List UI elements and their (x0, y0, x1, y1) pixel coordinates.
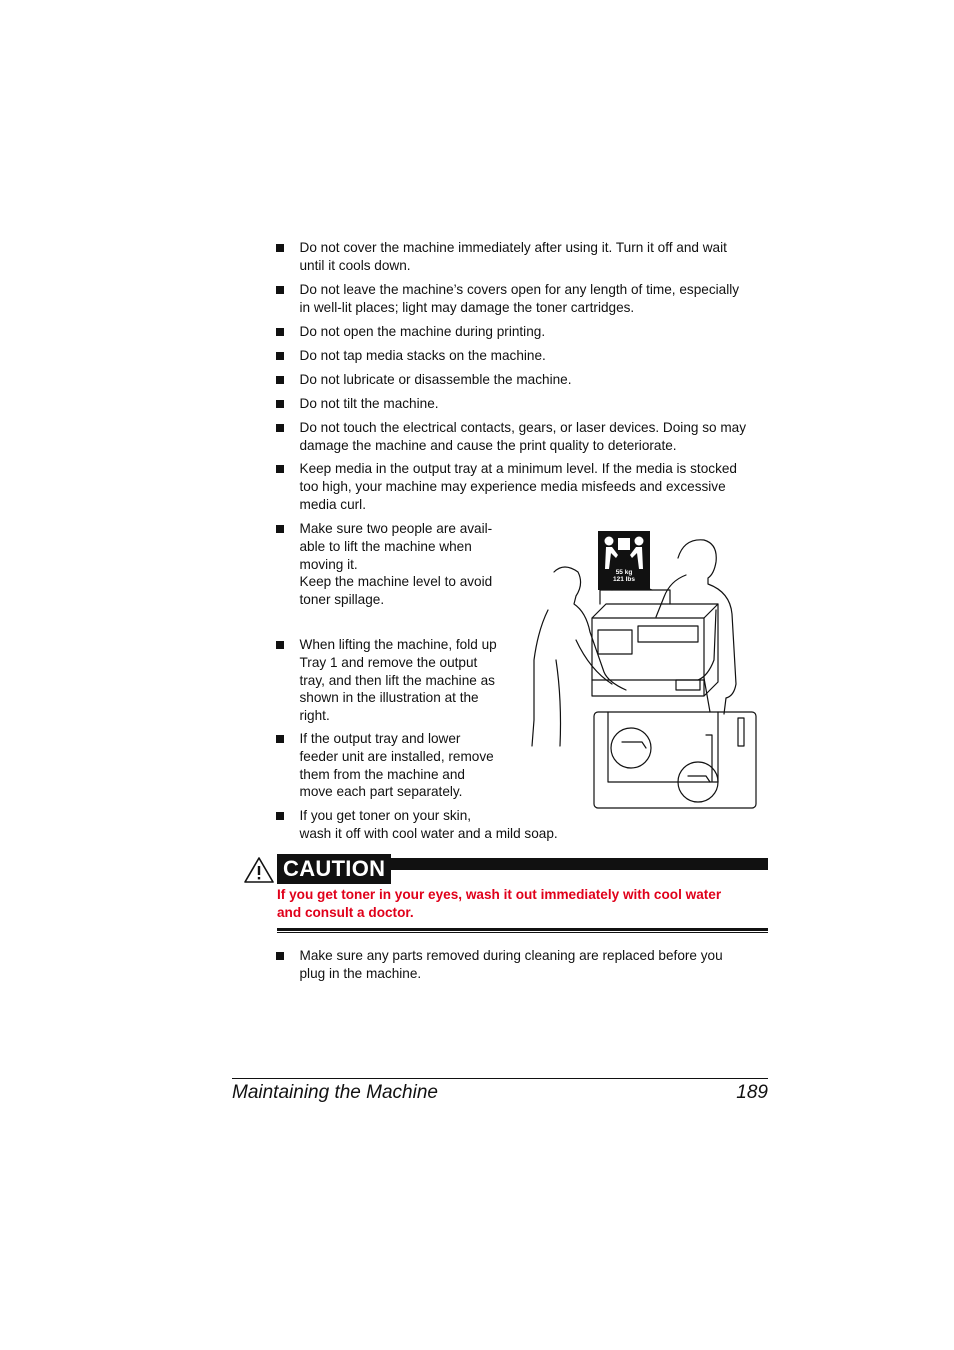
square-bullet-icon (276, 952, 284, 960)
square-bullet-icon (276, 812, 284, 820)
list-item: Make sure any parts removed during cleaning are replaced before you plug in the machine. (276, 947, 723, 983)
list-item: Do not open the machine during printing. (276, 323, 545, 341)
warning-triangle-icon (243, 856, 275, 884)
list-item: Do not touch the electrical contacts, gears, or laser devices. Doing so may damage the machine and cause the print quality to deteriorate. (276, 419, 746, 455)
square-bullet-icon (276, 641, 284, 649)
caution-text: If you get toner in your eyes, wash it out immediately with cool water and consult a doctor. (277, 887, 722, 920)
footer-title: Maintaining the Machine (232, 1082, 438, 1103)
list-item: Do not tap media stacks on the machine. (276, 347, 546, 365)
square-bullet-icon (276, 465, 284, 473)
list-item: Make sure two people are avail- able to lift the machine when moving it. Keep the machine level to avoid toner spillage. (276, 520, 492, 609)
page-number: 189 (736, 1082, 768, 1103)
square-bullet-icon (276, 352, 284, 360)
square-bullet-icon (276, 424, 284, 432)
square-bullet-icon (276, 400, 284, 408)
square-bullet-icon (276, 328, 284, 336)
divider (277, 928, 768, 931)
list-item: When lifting the machine, fold up Tray 1 and remove the output tray, and then lift the machine as shown in the illustration at the right. (276, 636, 497, 725)
two-people-lifting-icon (598, 531, 650, 571)
list-item: Do not cover the machine immediately after using it. Turn it off and wait until it cools down. (276, 239, 727, 275)
square-bullet-icon (276, 735, 284, 743)
list-item: If you get toner on your skin, wash it off with cool water and a mild soap. (276, 807, 558, 843)
list-item: If the output tray and lower feeder unit are installed, remove them from the machine and move each part separately. (276, 730, 494, 801)
caution-label: CAUTION (277, 854, 391, 884)
divider (277, 932, 768, 933)
list-item: Do not lubricate or disassemble the machine. (276, 371, 572, 389)
square-bullet-icon (276, 525, 284, 533)
list-item: Do not leave the machine’s covers open for any length of time, especially in well-lit places; light may damage the toner cartridges. (276, 281, 739, 317)
list-item: Do not tilt the machine. (276, 395, 439, 413)
footer-divider (232, 1078, 768, 1079)
list-item: Keep media in the output tray at a minimum level. If the media is stocked too high, your machine may experience media misfeeds and excessive media curl. (276, 460, 737, 513)
square-bullet-icon (276, 286, 284, 294)
square-bullet-icon (276, 244, 284, 252)
square-bullet-icon (276, 376, 284, 384)
weight-label: 55 kg 121 lbs (598, 531, 650, 590)
